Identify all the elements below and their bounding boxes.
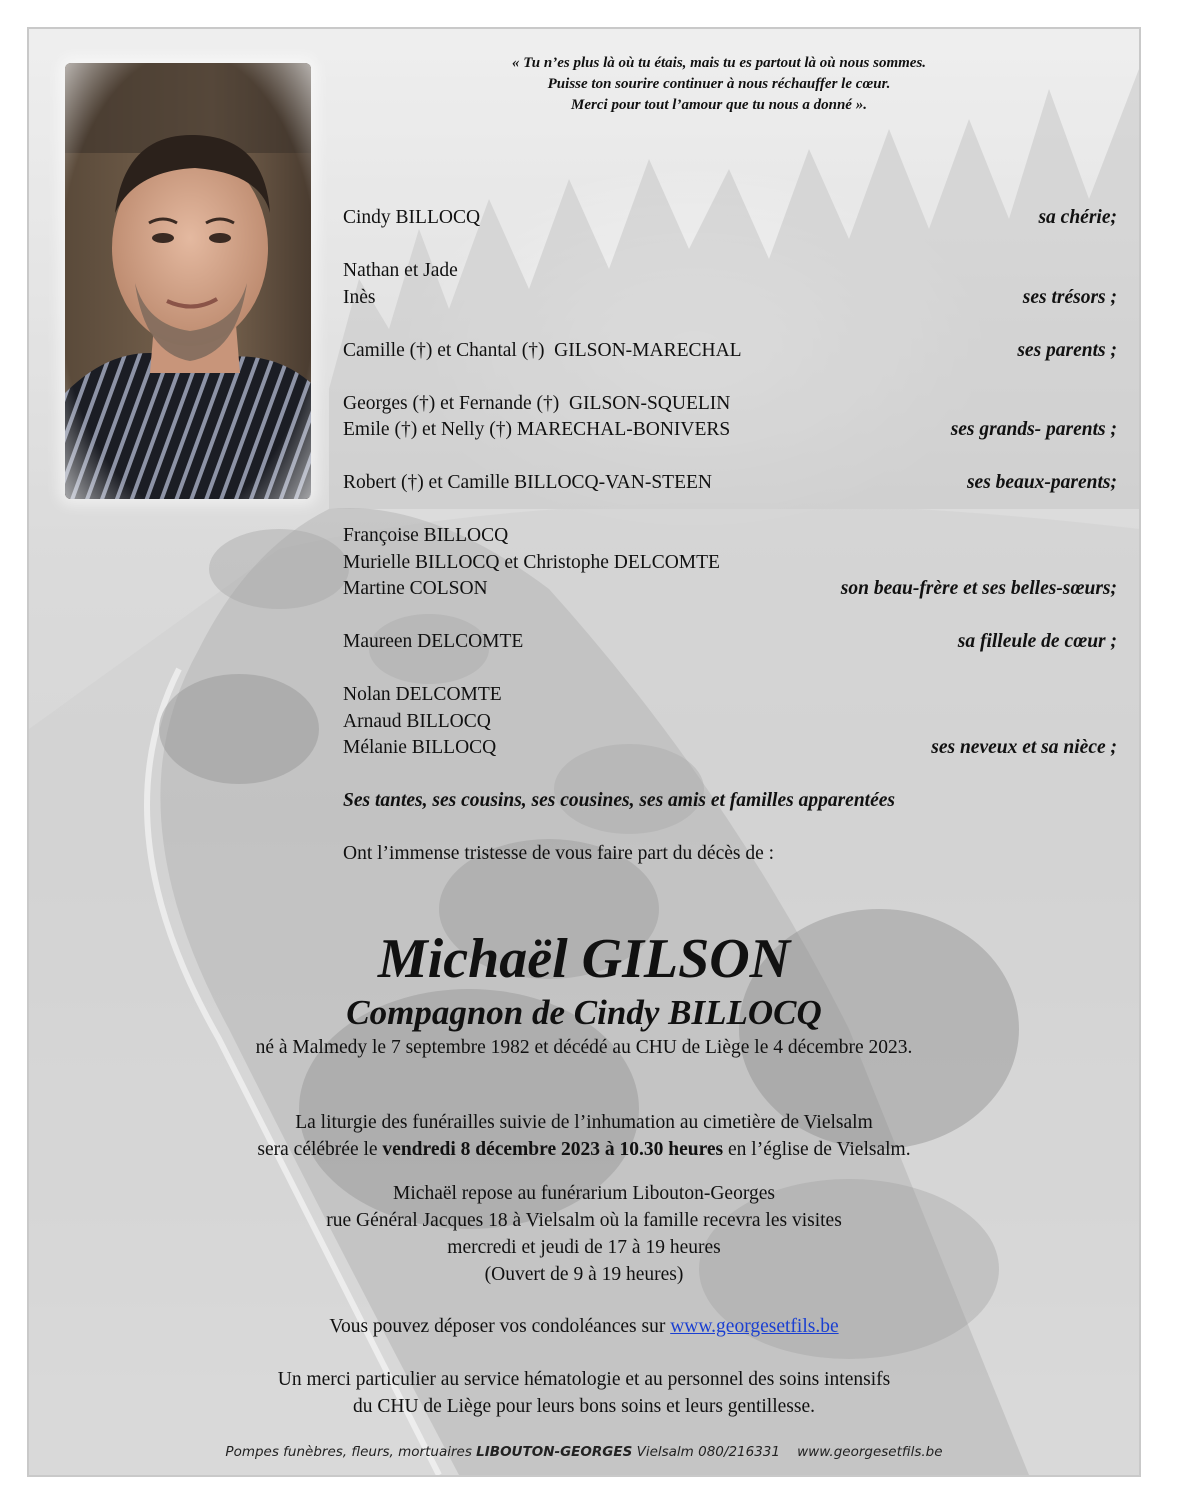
relation-label: ses parents ; <box>1017 339 1117 361</box>
family-row <box>343 391 1117 418</box>
family-member: Nathan et Jade <box>343 260 458 281</box>
family-row <box>343 682 1117 709</box>
family-member: Mélanie BILLOCQ <box>343 737 497 758</box>
repose-line: Michaël repose au funérarium Libouton-Georges <box>393 1183 775 1204</box>
repose-line: (Ouvert de 9 à 19 heures) <box>484 1264 684 1285</box>
memorial-quote <box>379 53 1059 116</box>
footer-text: Pompes funèbres, fleurs, mortuaires <box>225 1444 477 1460</box>
relation-label: ses grands- parents ; <box>950 419 1117 440</box>
family-row <box>343 576 1117 603</box>
repose-line: rue Général Jacques 18 à Vielsalm où la famille recevra les visites <box>326 1210 842 1231</box>
family-member: Camille (†) et Chantal (†) GILSON-MARECHAL <box>343 339 742 361</box>
liturgy-info <box>29 1109 1139 1163</box>
family-row <box>343 470 1117 497</box>
relation-label: son beau-frère et ses belles-sœurs; <box>840 578 1117 599</box>
deceased-portrait-photo <box>65 63 311 499</box>
deceased-companion: Compagnon de Cindy BILLOCQ <box>346 993 822 1032</box>
quote-line: Merci pour tout l’amour que tu nous a donné ». <box>571 97 867 113</box>
family-list <box>343 205 1117 868</box>
family-row <box>343 285 1117 312</box>
family-member: Georges (†) et Fernande (†) GILSON-SQUELIN <box>343 392 731 414</box>
family-row <box>343 205 1117 232</box>
family-member: Inès <box>343 286 376 308</box>
liturgy-line <box>29 1136 1139 1163</box>
relation-label: ses beaux-parents; <box>966 472 1117 493</box>
liturgy-line: La liturgie des funérailles suivie de l’inhumation au cimetière de Vielsalm <box>295 1112 873 1133</box>
thanks-message <box>29 1366 1139 1420</box>
condolences-info <box>29 1313 1139 1340</box>
repose-line: mercredi et jeudi de 17 à 19 heures <box>447 1237 721 1258</box>
extended-family: Ses tantes, ses cousins, ses cousines, ses amis et familles apparentées <box>343 790 895 811</box>
footer-credit <box>29 1443 1139 1461</box>
thanks-line: du CHU de Liège pour leurs bons soins et leurs gentillesse. <box>353 1396 815 1417</box>
family-member: Robert (†) et Camille BILLOCQ-VAN-STEEN <box>343 472 712 493</box>
funeral-home-info <box>29 1180 1139 1288</box>
footer-text: Vielsalm 080/216331 www.georgesetfils.be <box>632 1444 943 1460</box>
birth-death-dates: né à Malmedy le 7 septembre 1982 et décédé au CHU de Liège le 4 décembre 2023. <box>255 1037 913 1058</box>
funeral-company-name: LIBOUTON-GEORGES <box>476 1444 633 1460</box>
family-member: Arnaud BILLOCQ <box>343 710 491 732</box>
family-row <box>343 523 1117 550</box>
family-row <box>343 417 1117 444</box>
family-row <box>343 258 1117 285</box>
family-member: Martine COLSON <box>343 578 488 599</box>
quote-line: « Tu n’es plus là où tu étais, mais tu es partout là où nous sommes. <box>511 55 927 71</box>
relation-label: sa chérie; <box>1038 207 1117 228</box>
relation-label: sa filleule de cœur ; <box>957 631 1117 652</box>
family-row <box>343 550 1117 577</box>
liturgy-text: sera célébrée le <box>257 1139 383 1160</box>
ceremony-datetime: vendredi 8 décembre 2023 à 10.30 heures <box>382 1139 724 1160</box>
liturgy-text: en l’église de Vielsalm. <box>723 1139 911 1160</box>
family-row <box>343 735 1117 762</box>
condolences-text: Vous pouvez déposer vos condoléances sur <box>329 1316 671 1337</box>
family-member: Murielle BILLOCQ et Christophe DELCOMTE <box>343 551 720 573</box>
thanks-line: Un merci particulier au service hématologie et au personnel des soins intensifs <box>277 1369 891 1390</box>
family-member: Françoise BILLOCQ <box>343 525 509 546</box>
announcement-page <box>27 27 1141 1477</box>
family-member: Nolan DELCOMTE <box>343 684 502 705</box>
quote-line: Puisse ton sourire continuer à nous réchauffer le cœur. <box>547 76 891 92</box>
family-member: Maureen DELCOMTE <box>343 631 524 652</box>
family-member: Emile (†) et Nelly (†) MARECHAL-BONIVERS <box>343 419 731 440</box>
family-row <box>343 709 1117 736</box>
relation-label: ses trésors ; <box>1022 286 1117 308</box>
family-member: Cindy BILLOCQ <box>343 207 481 228</box>
condolences-link[interactable]: www.georgesetfils.be <box>670 1316 839 1337</box>
family-row <box>343 338 1117 365</box>
relation-label: ses neveux et sa nièce ; <box>931 737 1117 758</box>
deceased-name: Michaël GILSON <box>377 928 791 990</box>
announcement-text: Ont l’immense tristesse de vous faire part du décès de : <box>343 843 775 864</box>
family-row <box>343 629 1117 656</box>
